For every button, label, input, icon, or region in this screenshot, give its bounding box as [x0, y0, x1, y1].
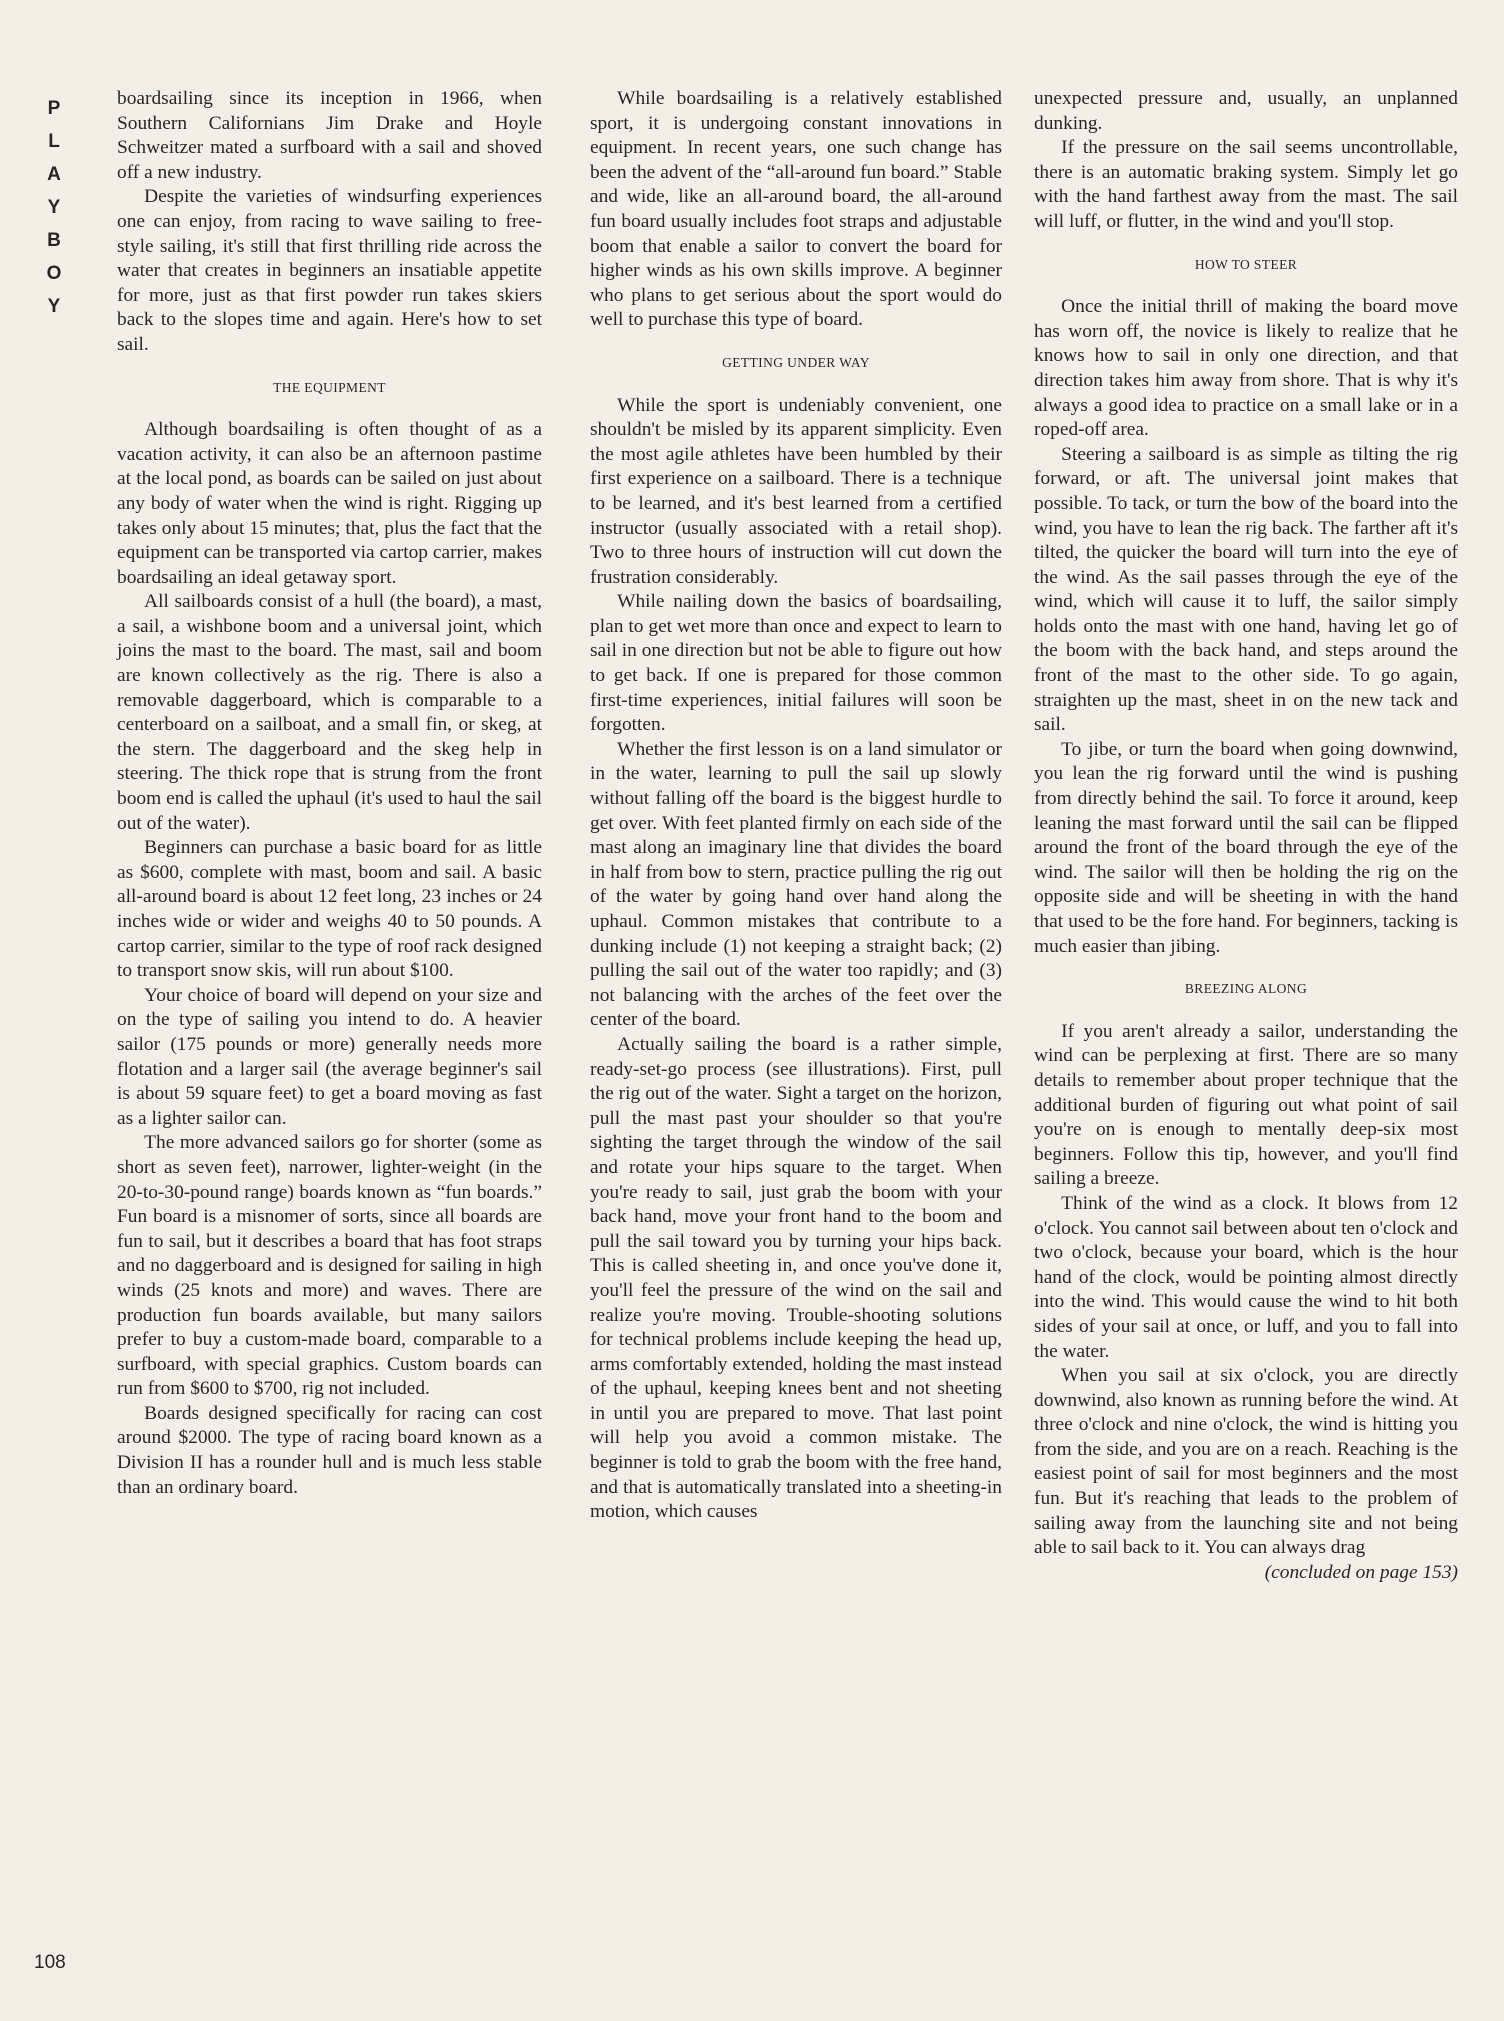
paragraph: Once the initial thrill of making the board move has worn off, the novice is likely to realize that he knows how to sail in only one direction, and that direction takes him away from shore. That is why it's always a good idea to practice on a small lake or in a roped-off area. [1034, 296, 1458, 441]
paragraph: While nailing down the basics of boardsailing, plan to get wet more than once and expect to learn to sail in one direction but not be able to figure out how to get back. If one is prepared for those common first-time experiences, initial failures will soon be forgotten. [590, 591, 1002, 736]
paragraph: Beginners can purchase a basic board for as little as $600, complete with mast, boom and sail. A basic all-around board is about 12 feet long, 23 inches or 24 inches wide or wider and weighs 40 to 50 pounds. A cartop carrier, similar to the type of roof rack designed to transport snow skis, will run about $100. [117, 837, 542, 982]
masthead-letter: A [47, 164, 61, 185]
masthead-letter: O [46, 263, 62, 284]
paragraph: While the sport is undeniably convenient, one shouldn't be misled by its apparent simplicity. Even the most agile athletes have been humbled by their first experience on a sailboard. There is a technique to be learned, and it's best learned from a certified instructor (usually associated with a retail shop). Two to three hours of instruction will cut down the frustration considerably. [590, 394, 1002, 588]
masthead-letter: Y [47, 296, 61, 317]
paragraph: When you sail at six o'clock, you are directly downwind, also known as running before the wind. At three o'clock and nine o'clock, the wind is hitting you from the side, and you are on a reach. Reaching is the easiest point of sail for most beginners and the most fun. But it's reaching that leads to the problem of sailing away from the launching site and not being able to sail back to it. You can always drag [1034, 1365, 1458, 1559]
paragraph: To jibe, or turn the board when going downwind, you lean the rig forward until the wind is pushing from directly behind the sail. To force it around, keep leaning the mast forward until the sail can be flipped around the front of the board through the eye of the wind. The sailor will then be holding the rig on the opposite side and will be sheeting in with the hand that used to be the fore hand. For beginners, tacking is much easier than jibing. [1034, 738, 1458, 957]
page-number: 108 [34, 1952, 66, 1973]
masthead-letter: P [47, 98, 61, 119]
column-3 [1034, 87, 1458, 1585]
paragraph: Although boardsailing is often thought of as a vacation activity, it can also be an afternoon pastime at the local pond, as boards can be sailed on just about any body of water when the wind is right. Rigging up takes only about 15 minutes; that, plus the fact that the equipment can be transported via cartop carrier, makes boardsailing an ideal getaway sport. [117, 419, 542, 588]
paragraph: Steering a sailboard is as simple as tilting the rig forward, or aft. The universal joint makes that possible. To tack, or turn the bow of the board into the wind, you have to lean the rig back. The farther aft it's tilted, the quicker the board will turn into the eye of the wind. As the sail passes through the eye of the wind, which will cause it to luff, the sailor simply holds onto the mast with one hand, having let go of the boom with the back hand, and steps around the front of the mast to the other side. To go again, straighten up the mast, sheet in on the new tack and sail. [1034, 443, 1458, 736]
column-2 [590, 87, 1002, 1525]
paragraph: The more advanced sailors go for shorter (some as short as seven feet), narrower, lighter-weight (in the 20-to-30-pound range) boards known as “fun boards.” Fun board is a misnomer of sorts, since all boards are fun to sail, but it describes a board that has foot straps and no daggerboard and is designed for sailing in high winds (25 knots and more) and waves. There are production fun boards available, but many sailors prefer to buy a custom-made board, comparable to a surfboard, with special graphics. Custom boards can run from $600 to $700, rig not included. [117, 1132, 542, 1400]
section-heading: THE EQUIPMENT [273, 379, 386, 395]
paragraph: Boards designed specifically for racing can cost around $2000. The type of racing board known as a Division II has a rounder hull and is much less stable than an ordinary board. [117, 1402, 542, 1498]
paragraph: unexpected pressure and, usually, an unplanned dunking. [1034, 88, 1458, 134]
masthead-letter: L [48, 131, 60, 152]
paragraph: If you aren't already a sailor, understanding the wind can be perplexing at first. There are so many details to remember about proper technique that the additional burden of figuring out what point of sail you're on is enough to mentally deep-six most beginners. Follow this tip, however, and you'll find sailing a breeze. [1034, 1020, 1458, 1190]
paragraph: If the pressure on the sail seems uncontrollable, there is an automatic braking system. Simply let go with the hand farthest away from the mast. The sail will luff, or flutter, in the wind and you'll stop. [1034, 137, 1458, 232]
paragraph: Your choice of board will depend on your size and on the type of sailing you intend to do. A heavier sailor (175 pounds or more) generally needs more flotation and a larger sail (the average beginner's sail is about 59 square feet) to get a board moving as fast as a lighter sailor can. [117, 984, 542, 1129]
masthead-vertical [34, 92, 74, 323]
masthead-letter: Y [47, 197, 61, 218]
section-heading: BREEZING ALONG [1184, 981, 1308, 997]
paragraph: boardsailing since its inception in 1966, when Southern Californians Jim Drake and Hoyle Schweitzer mated a surfboard with a sail and shoved off a new industry. [117, 88, 542, 183]
column-1 [117, 87, 542, 1500]
section-heading: HOW TO STEER [1194, 256, 1298, 272]
paragraph: Think of the wind as a clock. It blows from 12 o'clock. You cannot sail between about ten o'clock and two o'clock, because your board, which is the hour hand of the clock, would be pointing almost directly into the wind. This would cause the wind to hit both sides of your sail at once, or luff, and you to fall into the water. [1034, 1192, 1458, 1362]
masthead-letter: B [47, 230, 61, 251]
paragraph: Whether the first lesson is on a land simulator or in the water, learning to pull the sail up slowly without falling off the board is the biggest hurdle to get over. With feet planted firmly on each side of the mast along an imaginary line that divides the board in half from bow to stern, practice pulling the rig out of the water by going hand over hand along the uphaul. Common mistakes that contribute to a dunking include (1) not keeping a straight back; (2) pulling the sail out of the water too rapidly; and (3) not balancing with the arches of the feet over the center of the board. [590, 738, 1002, 1031]
paragraph: All sailboards consist of a hull (the board), a mast, a sail, a wishbone boom and a universal joint, which joins the mast to the board. The mast, sail and boom are known collectively as the rig. There is also a removable daggerboard, which is comparable to a centerboard on a sailboat, and a small fin, or skeg, at the stern. The daggerboard and the skeg help in steering. The thick rope that is strung from the front boom end is called the uphaul (it's used to haul the sail out of the water). [117, 591, 542, 834]
continuation-note: (concluded on page 153) [1264, 1561, 1458, 1583]
paragraph: Actually sailing the board is a rather simple, ready-set-go process (see illustrations). First, pull the rig out of the water. Sight a target on the horizon, pull the mast past your shoulder so that you're sighting the target through the window of the sail and rotate your hips square to the target. When you're ready to sail, just grab the boom with your back hand, move your front hand to the boom and pull the sail toward you by turning your hips back. This is called sheeting in, and once you've done it, you'll feel the pressure of the wind on the sail and realize you're moving. Trouble-shooting solutions for technical problems include keeping the head up, arms comfortably extended, holding the mast instead of the uphaul, keeping knees bent and not sheeting in until you are prepared to move. That last point will help you avoid a common mistake. The beginner is told to grab the boom with the free hand, and that is automatically translated into a sheeting-in motion, which causes [590, 1033, 1002, 1523]
paragraph: While boardsailing is a relatively established sport, it is undergoing constant innovations in equipment. In recent years, one such change has been the advent of the “all-around fun board.” Stable and wide, like an all-around board, the all-around fun board usually includes foot straps and adjustable boom that enable a sailor to convert the board for higher winds as his own skills improve. A beginner who plans to get serious about the sport would do well to purchase this type of board. [590, 88, 1002, 331]
paragraph: Despite the varieties of windsurfing experiences one can enjoy, from racing to wave sailing to free-style sailing, it's still that first thrilling ride across the water that creates in beginners an insatiable appetite for more, just as that first powder run takes skiers back to the slopes time and again. Here's how to set sail. [117, 186, 542, 355]
section-heading: GETTING UNDER WAY [722, 354, 870, 370]
